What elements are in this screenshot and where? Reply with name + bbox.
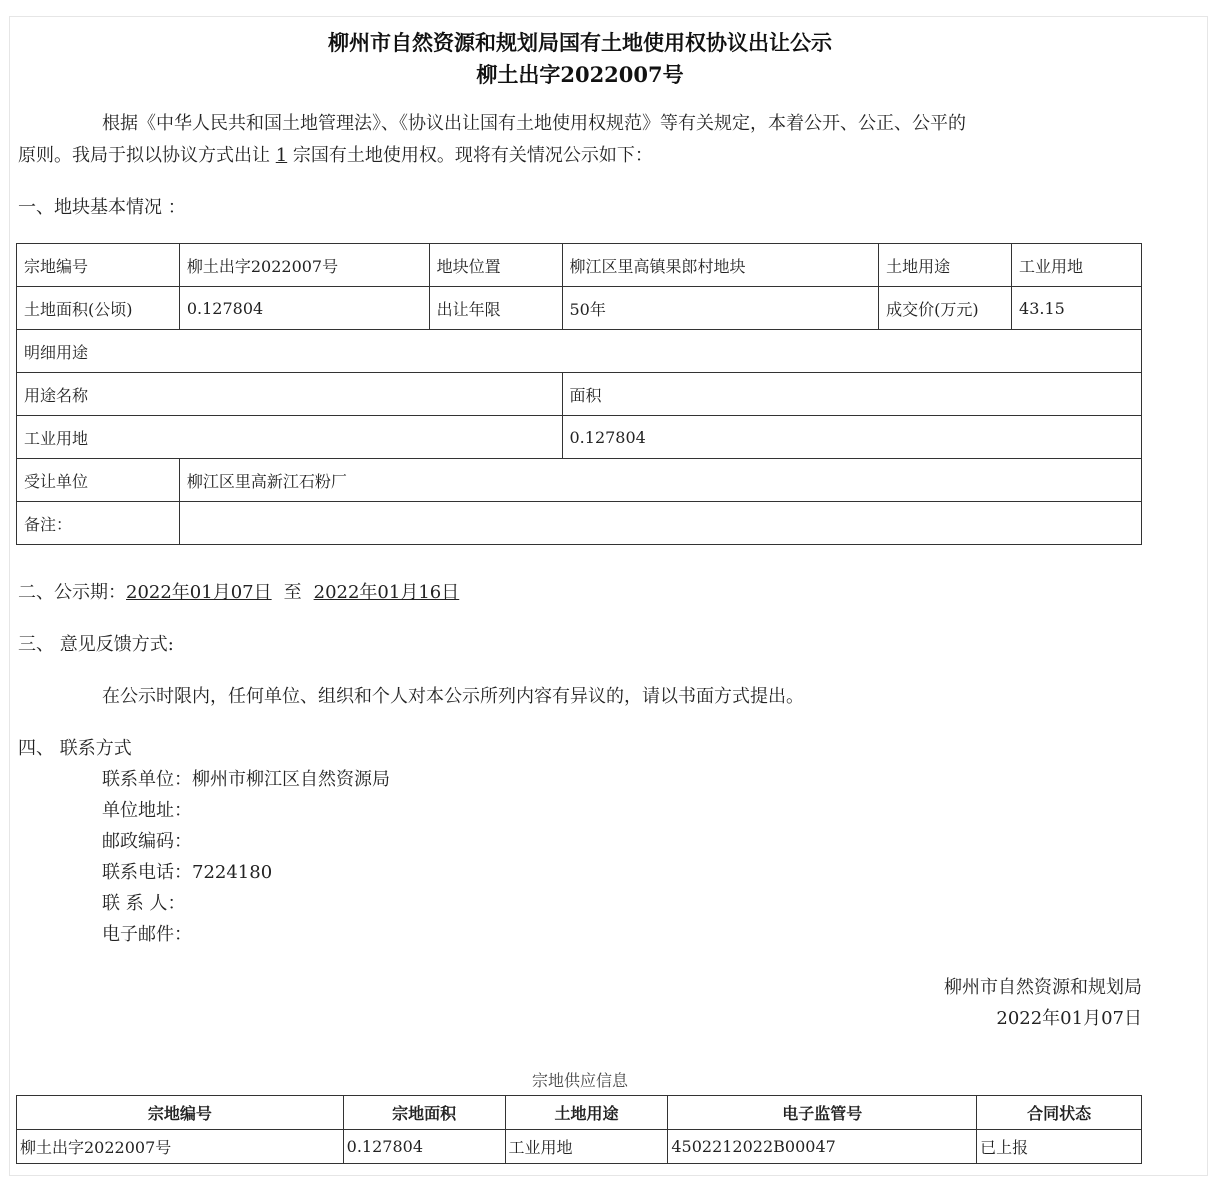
notice-end-date: 2022年01月16日 [313,582,460,603]
supply-table [16,1095,1142,1164]
table-row [17,416,1142,459]
supply-header-code: 宗地编号 [17,1096,344,1130]
assignee-label: 受让单位 [17,459,180,502]
contact-address: 单位地址： [102,800,192,821]
detail-use: 工业用地 [17,416,563,459]
parcel-area: 0.127804 [179,287,429,330]
supply-use: 工业用地 [505,1130,668,1164]
intro-line-1: 根据《中华人民共和国土地管理法》、《协议出让国有土地使用权规范》等有关规定，本着公开、公正、公平的 [102,113,966,134]
supply-header-use: 土地用途 [505,1096,668,1130]
section-4-heading: 四、 联系方式 [18,738,132,759]
feedback-text: 在公示时限内，任何单位、组织和个人对本公示所列内容有异议的，请以书面方式提出。 [102,686,804,707]
table-row [17,502,1142,545]
parcel-price: 43.15 [1012,287,1142,330]
contact-email: 电子邮件： [102,924,192,945]
detail-use-label: 明细用途 [17,330,1142,373]
parcel-price-label: 成交价(万元) [879,287,1012,330]
parcel-use: 工业用地 [1012,244,1142,287]
parcel-term: 50年 [562,287,879,330]
supply-caption: 宗地供应信息 [531,1071,628,1090]
supply-code: 柳土出字2022007号 [17,1130,344,1164]
parcel-location-label: 地块位置 [429,244,562,287]
parcel-code: 柳土出字2022007号 [179,244,429,287]
table-row [17,373,1142,416]
section-2-heading: 二、公示期：2022年01月07日 至 2022年01月16日 [18,582,460,603]
supply-status: 已上报 [977,1130,1142,1164]
remark-label: 备注： [17,502,180,545]
parcel-use-label: 土地用途 [879,244,1012,287]
section-3-heading: 三、 意见反馈方式: [18,634,174,655]
table-row [17,244,1142,287]
parcel-location: 柳江区里高镇果郎村地块 [562,244,879,287]
use-name-label: 用途名称 [17,373,563,416]
page-subtitle: 柳土出字2022007号 [476,62,684,87]
supply-header-status: 合同状态 [977,1096,1142,1130]
detail-area-label: 面积 [562,373,1142,416]
supply-area: 0.127804 [343,1130,505,1164]
parcel-code-label: 宗地编号 [17,244,180,287]
contact-phone: 联系电话：7224180 [102,862,273,883]
table-row [17,1130,1142,1164]
remark-value [179,502,1141,545]
supply-header-area: 宗地面积 [343,1096,505,1130]
signature-date: 2022年01月07日 [996,1008,1142,1029]
supply-header-row [17,1096,1142,1130]
supply-supervision-no: 4502212022B00047 [668,1130,977,1164]
contact-unit: 联系单位：柳州市柳江区自然资源局 [102,769,390,790]
detail-area: 0.127804 [562,416,1142,459]
table-row [17,459,1142,502]
parcel-term-label: 出让年限 [429,287,562,330]
parcel-info-table [16,243,1142,545]
section-1-heading: 一、地块基本情况 ： [18,197,186,218]
supply-header-supervision: 电子监管号 [668,1096,977,1130]
contact-person: 联 系 人： [102,893,186,914]
parcel-area-label: 土地面积(公顷) [17,287,180,330]
table-row [17,330,1142,373]
parcel-count: 1 [275,145,288,166]
table-row [17,287,1142,330]
assignee: 柳江区里高新江石粉厂 [179,459,1141,502]
contact-postcode: 邮政编码： [102,831,192,852]
signature-org: 柳州市自然资源和规划局 [944,977,1142,998]
page-title: 柳州市自然资源和规划局国有土地使用权协议出让公示 [328,30,832,55]
notice-start-date: 2022年01月07日 [126,582,272,603]
intro-line-2: 原则。我局于拟以协议方式出让 1 宗国有土地使用权。现将有关情况公示如下： [18,145,653,166]
